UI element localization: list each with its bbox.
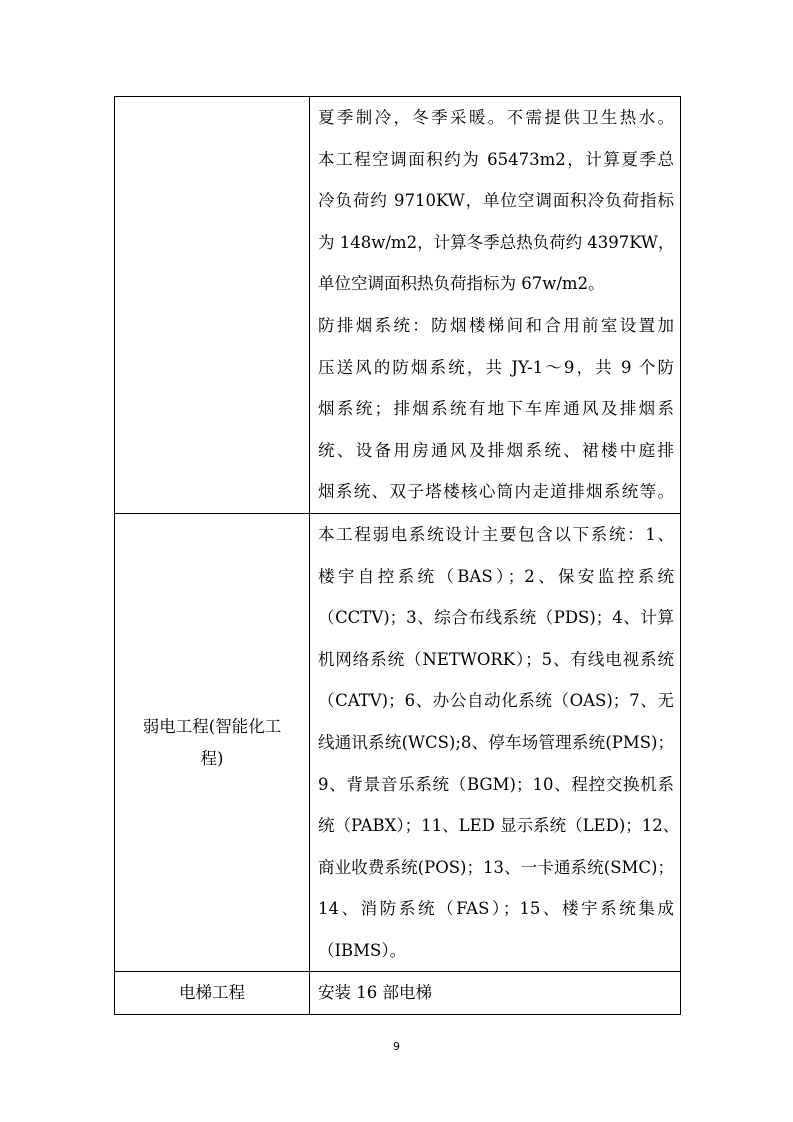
row-label-empty — [115, 97, 310, 514]
spec-table — [114, 96, 681, 1015]
text-line: 压送风的防烟系统，共 JY-1～9，共 9 个防 — [318, 357, 674, 377]
text-line: 9、背景音乐系统（BGM)；10、程控交换机系 — [318, 774, 674, 794]
table-row-weak-current — [115, 513, 681, 972]
text-line: 烟系统、双子塔楼核心筒内走道排烟系统等。 — [318, 482, 674, 502]
text-line: 楼宇自控系统（BAS）；2、保安监控系统 — [318, 566, 674, 586]
text-line: 本工程弱电系统设计主要包含以下系统：1、 — [318, 524, 674, 544]
text-line: 本工程空调面积约为 65473m2，计算夏季总 — [318, 149, 674, 169]
label-line: 弱电工程(智能化工 — [142, 716, 282, 736]
table-row-hvac — [115, 97, 681, 514]
table-row-elevator — [115, 972, 681, 1015]
text-line: （CCTV)；3、综合布线系统（PDS)；4、计算 — [318, 608, 674, 628]
text-line: （CATV)；6、办公自动化系统（OAS)；7、无 — [318, 691, 674, 711]
row-description-weak-current — [310, 513, 681, 972]
text-line: 机网络系统（NETWORK）；5、有线电视系统 — [318, 649, 674, 669]
row-description-hvac — [310, 97, 681, 514]
text-line: 14、消防系统（FAS）；15、楼宇系统集成 — [318, 899, 674, 919]
text-line: 单位空调面积热负荷指标为 67w/m2。 — [318, 274, 605, 294]
text-line: （IBMS）。 — [318, 940, 407, 960]
text-line: 夏季制冷，冬季采暖。不需提供卫生热水。 — [318, 108, 674, 127]
text-line: 线通讯系统(WCS);8、停车场管理系统(PMS)； — [318, 732, 674, 752]
text-line: 商业收费系统(POS)；13、一卡通系统(SMC)； — [318, 857, 674, 877]
row-label-elevator: 电梯工程 — [115, 972, 310, 1015]
text-line: 烟系统；排烟系统有地下车库通风及排烟系 — [318, 399, 674, 419]
text-line: 冷负荷约 9710KW，单位空调面积冷负荷指标 — [318, 191, 674, 211]
text-line: 为 148w/m2，计算冬季总热负荷约 4397KW， — [318, 232, 675, 252]
text-line: 统（PABX）；11、LED 显示系统（LED)；12、 — [318, 816, 680, 836]
row-description-elevator — [310, 972, 681, 1015]
label-line: 程) — [200, 748, 224, 768]
text-line: 防排烟系统：防烟楼梯间和合用前室设置加 — [318, 315, 674, 335]
text-line: 安装 16 部电梯 — [318, 983, 432, 1003]
page-number: 9 — [393, 1040, 400, 1053]
row-label-weak-current — [115, 513, 310, 972]
text-line: 统、设备用房通风及排烟系统、裙楼中庭排 — [318, 440, 674, 460]
